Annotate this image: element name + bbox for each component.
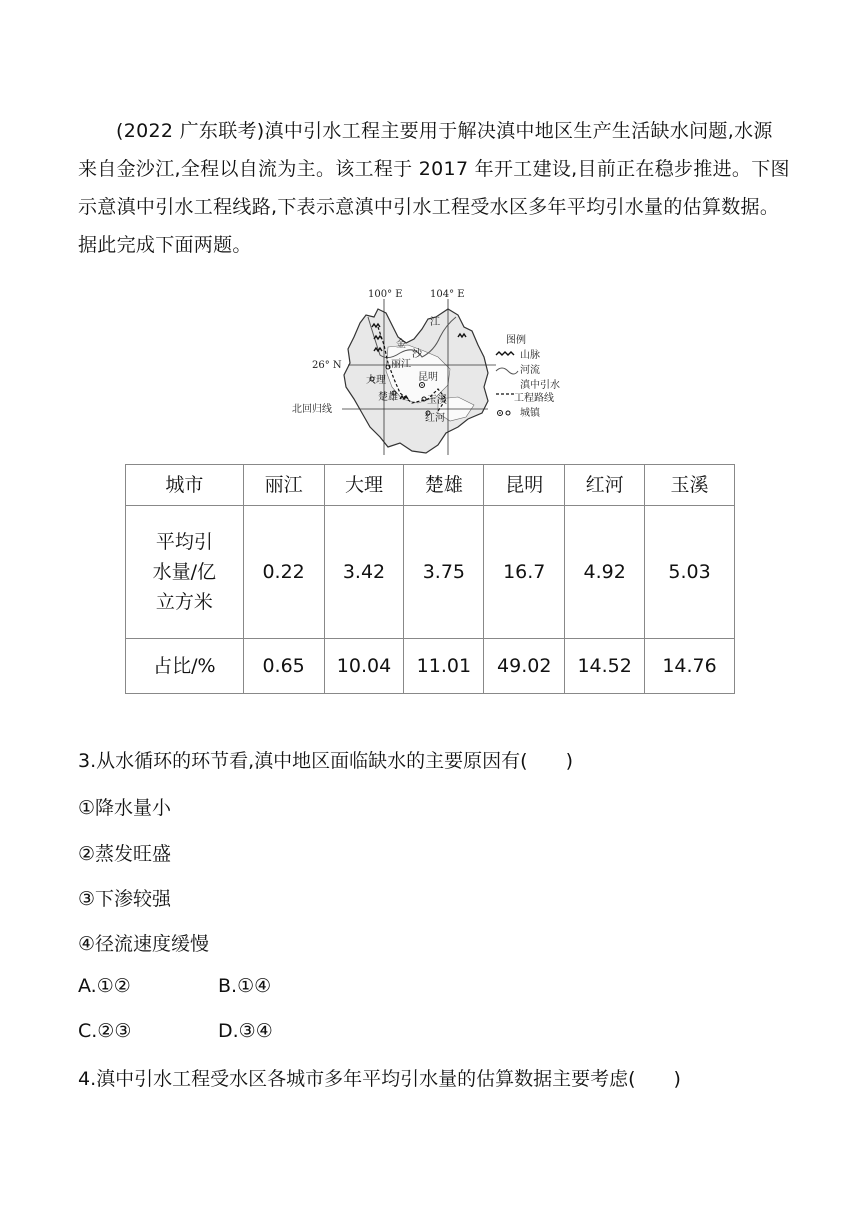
header-city-label: 城市 <box>126 465 244 506</box>
q3-item-3: ③下渗较强 <box>78 888 172 910</box>
city-label-honghe: 红河 <box>425 413 445 424</box>
header-city: 楚雄 <box>404 465 484 506</box>
row-label-share: 占比/% <box>126 639 244 694</box>
legend-town: 城镇 <box>520 408 540 419</box>
source-tag: (2022 广东联考) <box>116 120 265 142</box>
legend-route-2: 工程路线 <box>514 393 554 404</box>
table-cell: 3.42 <box>324 506 404 639</box>
q3-option-d[interactable]: D.③④ <box>218 1020 273 1042</box>
city-label-dali: 大理 <box>366 375 386 386</box>
table-cell: 5.03 <box>645 506 735 639</box>
lon-label-100: 100° E <box>368 289 403 300</box>
header-city: 昆明 <box>484 465 565 506</box>
legend-mountain: 山脉 <box>520 350 540 361</box>
q4-stem: 4.滇中引水工程受水区各城市多年平均引水量的估算数据主要考虑( ) <box>78 1068 681 1090</box>
q3-item-4: ④径流速度缓慢 <box>78 933 210 955</box>
intro-text: 滇中引水工程主要用于解决滇中地区生产生活缺水问题,水源来自金沙江,全程以自流为主。该工程于 2017 年开工建设,目前正在稳步推进。下图示意滇中引水工程线路,下表示意滇中引水工程受水区多年平均引水量的估算数据。据此完成下面两题。 <box>78 120 790 256</box>
q3-stem: 3.从水循环的环节看,滇中地区面临缺水的主要原因有( ) <box>78 750 573 772</box>
city-label-yuxi: 玉溪 <box>427 395 447 406</box>
table-cell: 3.75 <box>404 506 484 639</box>
legend-town-dot <box>499 412 501 414</box>
q3-option-a[interactable]: A.①② <box>78 975 131 997</box>
q3-options-row-2 <box>78 1020 273 1042</box>
table-cell: 16.7 <box>484 506 565 639</box>
table-cell: 0.65 <box>243 639 324 694</box>
city-label-chuxiong: 楚雄 <box>378 392 398 403</box>
intro-paragraph <box>78 112 790 264</box>
river-label-jin: 金 <box>396 339 406 350</box>
legend-river-symbol <box>496 368 518 374</box>
table-row-volume <box>126 506 735 639</box>
table-cell: 4.92 <box>565 506 645 639</box>
row-label-line: 立方米 <box>155 591 213 613</box>
row-label-line: 水量/亿 <box>152 561 217 583</box>
table-cell: 14.76 <box>645 639 735 694</box>
q3-item-2: ②蒸发旺盛 <box>78 843 172 865</box>
legend-title: 图例 <box>506 335 526 346</box>
table-cell: 0.22 <box>243 506 324 639</box>
lat-label: 26° N <box>312 360 342 371</box>
header-city: 大理 <box>324 465 404 506</box>
map-figure <box>288 287 588 459</box>
table-cell: 49.02 <box>484 639 565 694</box>
row-label-volume <box>126 506 244 639</box>
table-cell: 11.01 <box>404 639 484 694</box>
legend-river: 河流 <box>520 365 540 376</box>
city-label-kunming: 昆明 <box>418 372 438 383</box>
header-city: 玉溪 <box>645 465 735 506</box>
legend-town-symbol-2 <box>506 411 510 415</box>
table-row-share <box>126 639 735 694</box>
q3-option-c[interactable]: C.②③ <box>78 1020 132 1042</box>
q3-option-b[interactable]: B.①④ <box>218 975 272 997</box>
city-label-lijiang: 丽江 <box>391 359 411 370</box>
header-city: 丽江 <box>243 465 324 506</box>
table-cell: 14.52 <box>565 639 645 694</box>
legend-mountain-symbol <box>496 352 514 355</box>
project-route-map <box>288 287 588 459</box>
table-cell: 10.04 <box>324 639 404 694</box>
river-label-sha: 沙 <box>412 349 422 360</box>
header-city: 红河 <box>565 465 645 506</box>
tropic-label: 北回归线 <box>292 404 332 415</box>
q3-item-1: ①降水量小 <box>78 797 172 819</box>
q3-options-row-1 <box>78 975 272 997</box>
legend-route-1: 滇中引水 <box>520 380 560 391</box>
lon-label-104: 104° E <box>430 289 465 300</box>
river-label-jiang: 江 <box>430 317 440 328</box>
water-diversion-table <box>125 464 735 694</box>
city-marker-dot <box>421 384 423 386</box>
table-header-row <box>126 465 735 506</box>
row-label-line: 平均引 <box>155 531 213 553</box>
